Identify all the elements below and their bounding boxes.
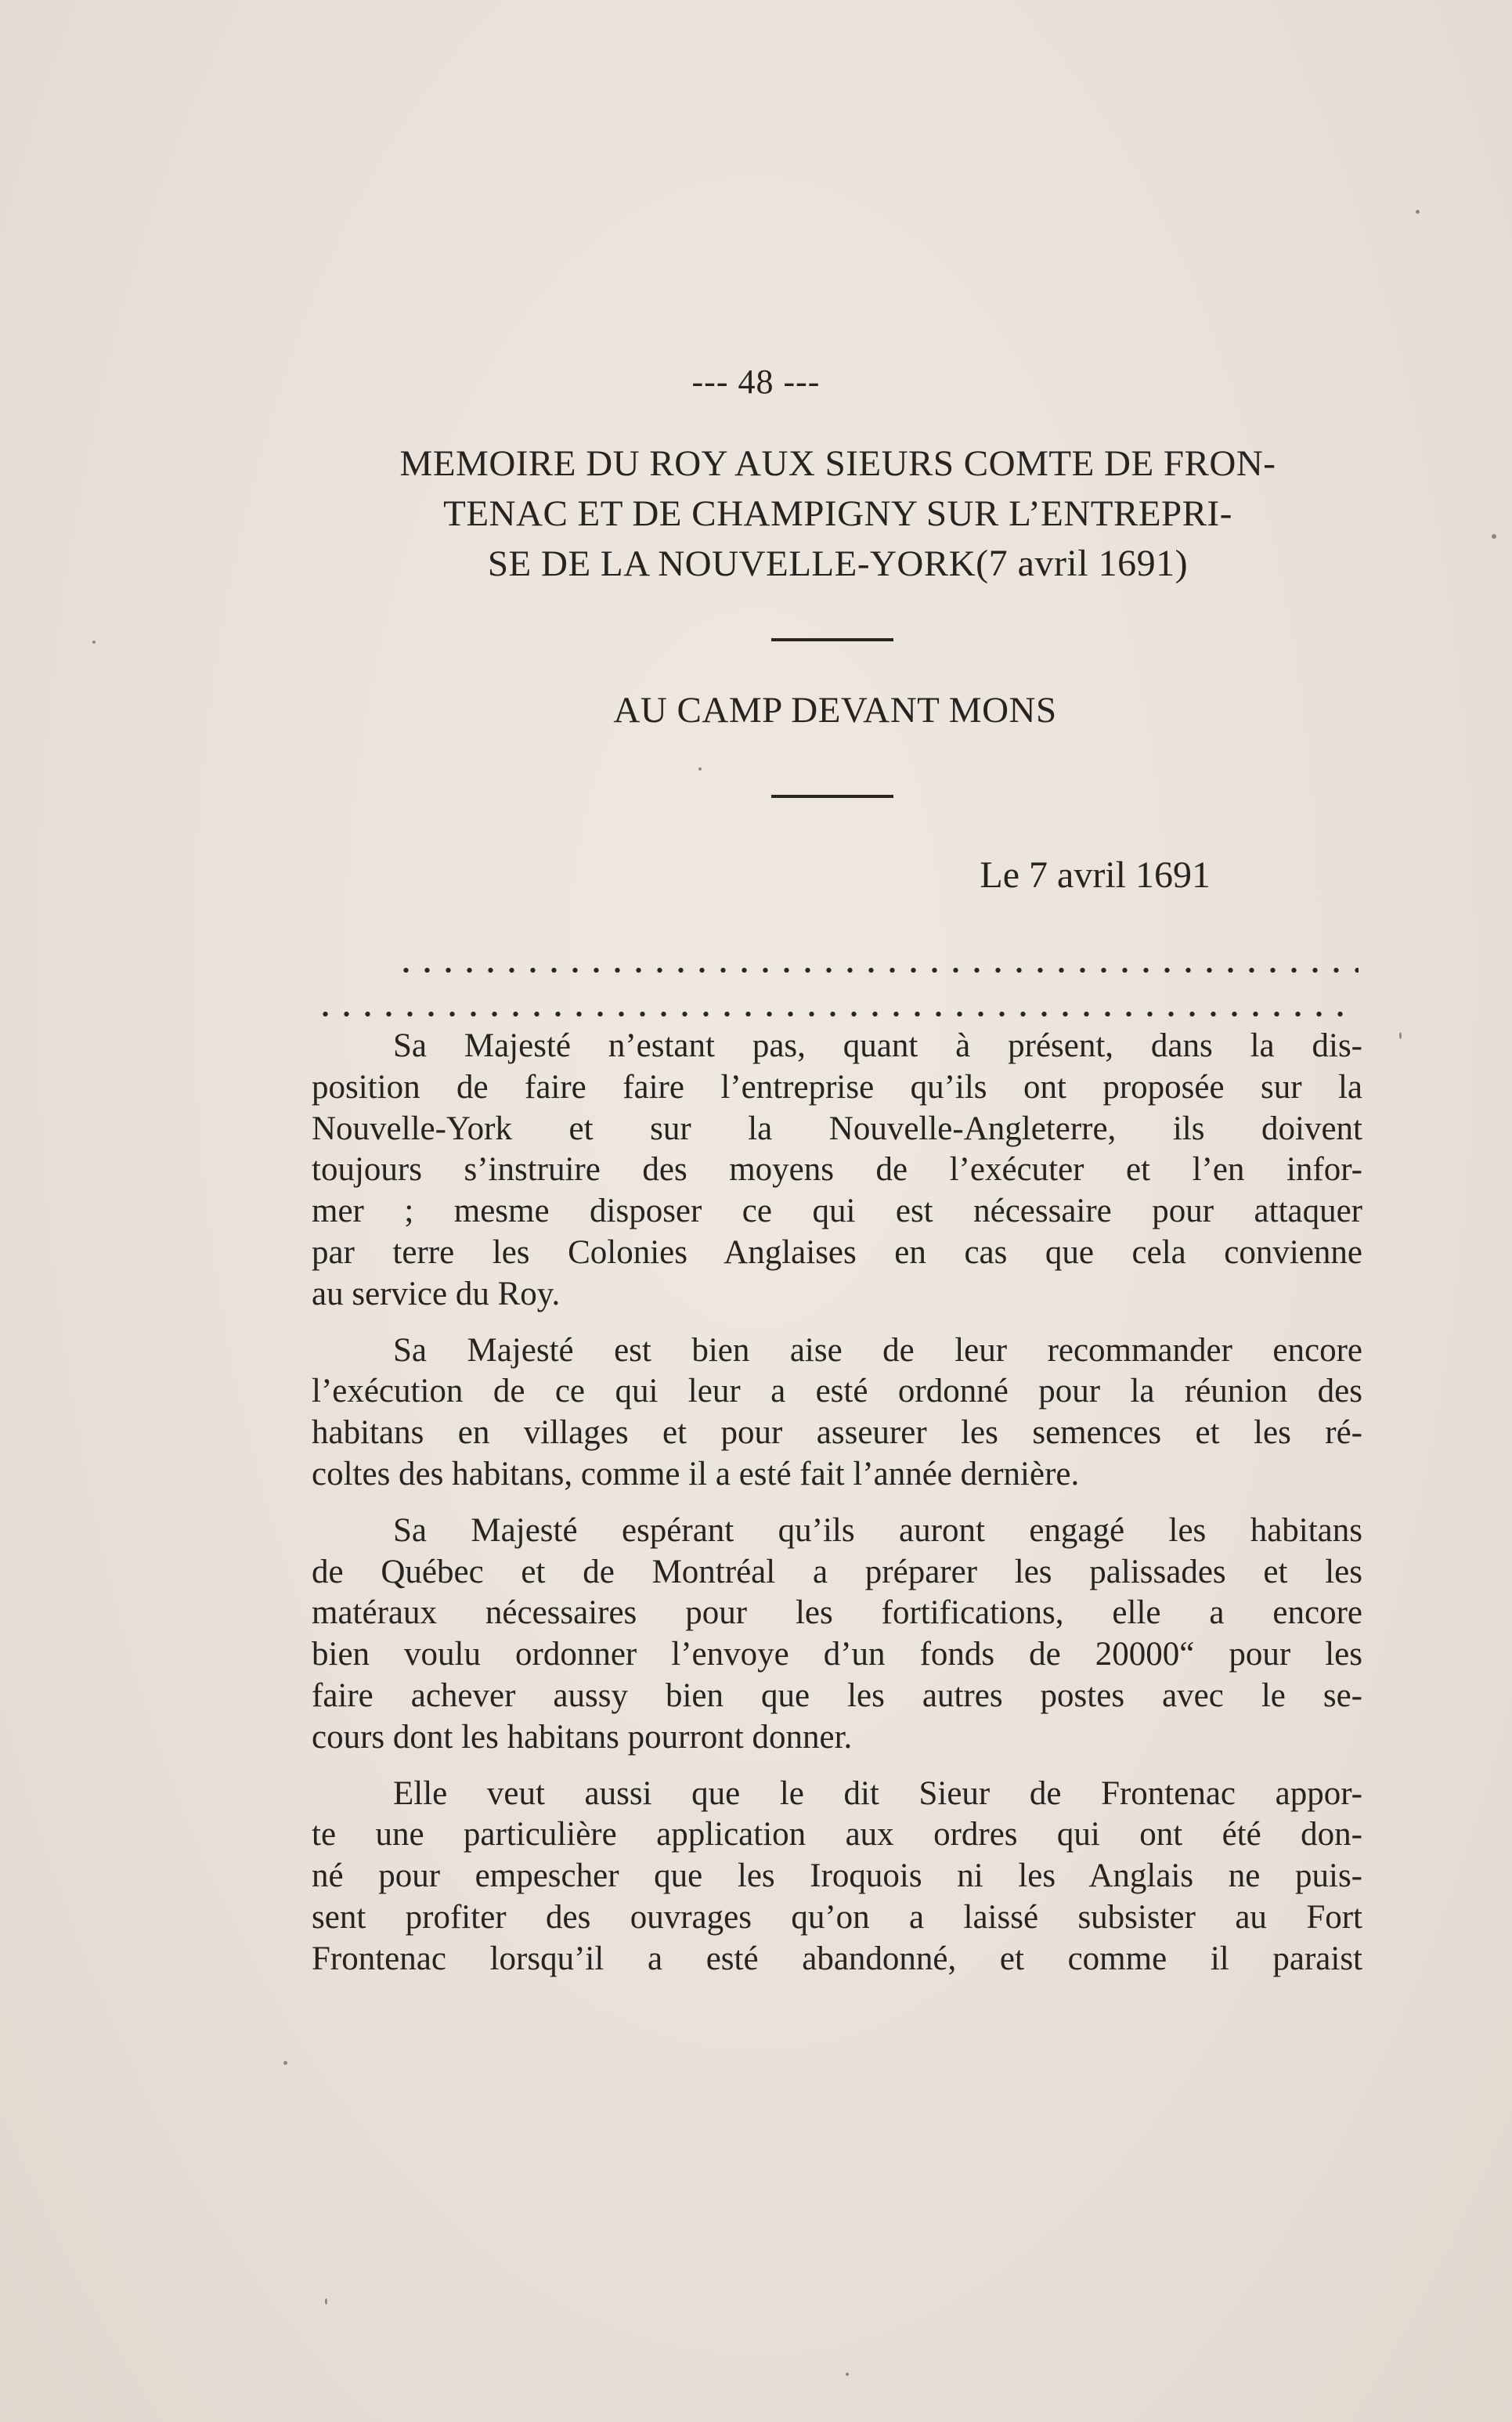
paragraph-line: bien voulu ordonner l’envoye d’un fonds de 20000“ pour les [312, 1636, 1362, 1673]
location-heading [0, 689, 1512, 731]
paper-speck [92, 641, 96, 644]
paragraph-line: position de faire faire l’entreprise qu’ils ont proposée sur la [312, 1068, 1362, 1106]
paragraph-line: faire achever aussy bien que les autres postes avec le se- [312, 1677, 1362, 1714]
paragraph-4 [312, 1774, 1362, 1980]
paragraph-line: Sa Majesté est bien aise de leur recommander encore [393, 1331, 1362, 1369]
paper-speck [698, 767, 702, 771]
paper-speck [283, 2061, 287, 2065]
page-number: --- 48 --- [691, 363, 821, 401]
paragraph-line: Sa Majesté espérant qu’ils auront engagé les habitans [393, 1511, 1362, 1549]
paragraph-line: de Québec et de Montréal a préparer les palissades et les [312, 1553, 1362, 1590]
location-heading-text: AU CAMP DEVANT MONS [613, 690, 1057, 731]
title-line-3 [305, 539, 1370, 589]
paragraph-line: matéraux nécessaires pour les fortifications, elle a encore [312, 1594, 1362, 1632]
paragraph-line: Nouvelle-York et sur la Nouvelle-Angleterre, ils doivent [312, 1110, 1362, 1147]
paragraph-2 [312, 1330, 1362, 1496]
paper-speck [1399, 1032, 1402, 1039]
paragraph-line: Frontenac lorsqu’il a esté abandonné, et comme il paraist [312, 1940, 1362, 1977]
paragraph-line: cours dont les habitans pourront donner. [312, 1718, 853, 1756]
paragraph-line: né pour empescher que les Iroquois ni les Anglais ne puis- [312, 1857, 1362, 1895]
title-date-note: (7 avril 1691) [976, 543, 1189, 584]
paragraph-line: par terre les Colonies Anglaises en cas que cela convienne [312, 1233, 1362, 1271]
horizontal-rule-top [771, 638, 893, 641]
paragraph-1 [312, 1026, 1362, 1316]
title-line-3-main: SE DE LA NOUVELLE-YORK [487, 543, 976, 584]
document-title [305, 439, 1370, 589]
paragraph-line: toujours s’instruire des moyens de l’exécuter et l’en infor- [312, 1151, 1362, 1189]
paper-speck [846, 2373, 849, 2376]
paper-speck [1492, 534, 1496, 539]
ellipsis-dots-row-2 [315, 1010, 1359, 1018]
paper-speck [325, 2298, 327, 2305]
paragraph-line: l’exécution de ce qui leur a esté ordonné pour la réunion des [312, 1373, 1362, 1410]
paragraph-line: te une particulière application aux ordres qui ont été don- [312, 1816, 1362, 1853]
paragraph-3 [312, 1511, 1362, 1759]
paragraph-line: au service du Roy. [312, 1275, 561, 1312]
horizontal-rule-bottom [771, 795, 893, 798]
paragraph-line: coltes des habitans, comme il a esté fait l’année dernière. [312, 1455, 1080, 1493]
paragraph-line: mer ; mesme disposer ce qui est nécessaire pour attaquer [312, 1193, 1362, 1230]
body-text [312, 1026, 1362, 1995]
paragraph-line: Elle veut aussi que le dit Sieur de Frontenac appor- [393, 1774, 1362, 1812]
dateline: Le 7 avril 1691 [980, 854, 1211, 896]
paragraph-line: habitans en villages et pour asseurer les semences et les ré- [312, 1414, 1362, 1452]
paragraph-line: Sa Majesté n’estant pas, quant à présent, dans la dis- [393, 1027, 1362, 1064]
title-line-2: TENAC ET DE CHAMPIGNY SUR L’ENTREPRI- [443, 493, 1232, 534]
paper-speck [1416, 210, 1420, 214]
title-line-1: MEMOIRE DU ROY AUX SIEURS COMTE DE FRON- [399, 443, 1276, 484]
ellipsis-dots-row-1 [395, 966, 1359, 974]
paragraph-line: sent profiter des ouvrages qu’on a laissé subsister au Fort [312, 1898, 1362, 1936]
